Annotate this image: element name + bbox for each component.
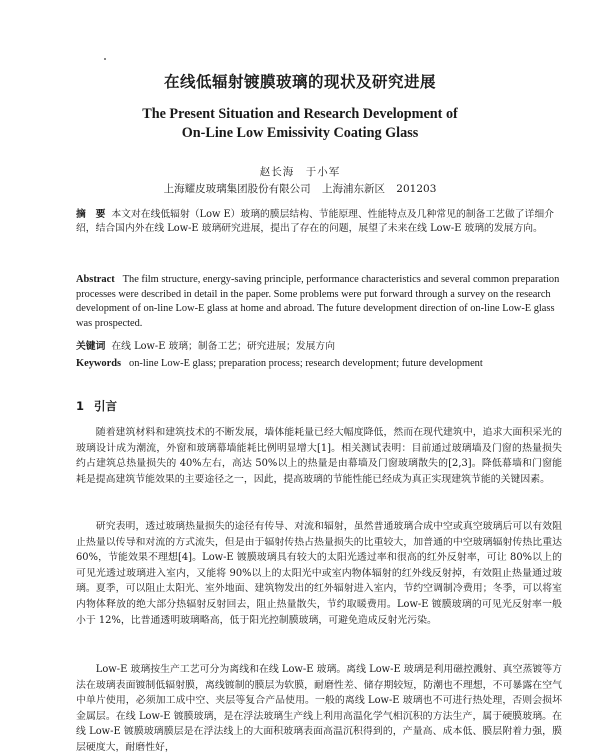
section-heading-intro	[76, 398, 127, 414]
abstract-en-text: The film structure, energy-saving principle, performance characteristics and several common preparation processes were described in detail in the paper. Some problems were put forward through a survey on the research development of on-line Low-E glass at home and abroad. The future development direction of on-line Low-E glass was prospected.	[76, 274, 560, 329]
body-paragraph-2	[76, 519, 562, 628]
keywords-cn-text: 在线 Low-E 玻璃；制备工艺；研究进展；发展方向	[111, 341, 336, 352]
abstract-en-label: Abstract	[76, 274, 115, 285]
authors: 赵长海 于小军	[259, 166, 341, 178]
keywords-cn-label: 关键词	[76, 341, 106, 352]
abstract-chinese	[76, 208, 562, 237]
body-paragraph-3	[76, 662, 562, 756]
title-chinese: 在线低辐射镀膜玻璃的现状及研究进展	[163, 73, 436, 91]
abstract-cn-label: 摘 要	[76, 209, 106, 220]
paragraph-text: Low-E 玻璃按生产工艺可分为离线和在线 Low-E 玻璃。离线 Low-E 玻璃是利用磁控溅射、真空蒸镀等方法在玻璃表面镀制低辐射膜，离线镀制的膜层为软膜，耐磨性差、储存期较短，防潮也不理想，不可暴露在空气中单片使用，必须加工成中空、夹层等复合产品使用。一般的离线 Low-E 玻璃也不可进行热处理，否则会损坏金属层。在线 Low-E 镀膜玻璃，是在浮法玻璃生产线上利用高温化学气相沉积的方法生产，属于硬膜玻璃。在线 Low-E 镀膜玻璃膜层是在浮法线上的大面积玻璃表面高温沉积得到的，产量高、成本低、膜层附着力强，膜层硬度大，耐磨性好，	[76, 664, 562, 753]
paragraph-text: 研究表明，透过玻璃热量损失的途径有传导、对流和辐射，虽然普通玻璃合成中空或真空玻璃后可以有效阻止热量以传导和对流的方式流失，但是由于辐射传热占热量损失的比重较大，加普通的中空玻璃辐射传热比重达 60%，节能效果不理想[4]。Low-E 镀膜玻璃具有较大的太阳光透过率和很高的红外反射率，可让 80%以上的可见光透过玻璃进入室内，又能将 90%以上的太阳光中或室内物体辐射的红外线反射掉，有效阻止热量通过玻璃。夏季，可以阻止太阳光、室外地面、建筑物发出的红外辐射进入室内，节约空调制冷费用；冬季，可以将室内物体释放的绝大部分热辐射反射回去，阻止热量散失，节约取暖费用。Low-E 镀膜玻璃的可见光反射率一般小于 12%，比普通透明玻璃略高，低于阳光控制膜玻璃，可避免造成反射光污染。	[76, 521, 562, 626]
section-title: 引言	[94, 399, 118, 413]
section-number: 1	[76, 399, 85, 413]
abstract-cn-text: 本文对在线低辐射（Low E）玻璃的膜层结构、节能原理、性能特点及几种常见的制备工艺做了详细介绍，结合国内外在线 Low-E 玻璃研究进展，提出了存在的问题，展望了未来在线 Low-E 玻璃的发展方向。	[76, 209, 554, 235]
body-paragraph-1	[76, 425, 562, 487]
keywords-chinese	[76, 340, 562, 354]
affiliation-org: 上海耀皮玻璃集团股份有限公司	[163, 183, 311, 195]
affiliation-place: 上海浦东新区	[321, 183, 385, 195]
title-english-line2: On-Line Low Emissivity Coating Glass	[181, 125, 419, 141]
affiliation-postcode: 201203	[396, 183, 437, 195]
abstract-english	[76, 273, 562, 331]
keywords-en-text: on-line Low-E glass; preparation process; research development; future development	[129, 358, 483, 369]
title-english-line1: The Present Situation and Research Development of	[142, 106, 458, 122]
paragraph-text: 随着建筑材料和建筑技术的不断发展，墙体能耗量已经大幅度降低，然而在现代建筑中，追求大面积采光的玻璃设计成为潮流，外窗和玻璃幕墙能耗比例明显增大[1]。相关测试表明：目前通过玻璃墙及门窗的热量损失约占建筑总热量损失的 40%左右，高达 50%以上的热量是由幕墙及门窗玻璃散失的[2,3]。降低幕墙和门窗能耗是提高建筑节能效果的主要途径之一，因此，提高玻璃的节能性能已经成为真正实现建筑节能的关键因素。	[76, 427, 562, 485]
margin-mark	[104, 58, 106, 60]
keywords-english	[76, 357, 562, 371]
keywords-en-label: Keywords	[76, 358, 122, 369]
affiliation	[0, 181, 600, 196]
